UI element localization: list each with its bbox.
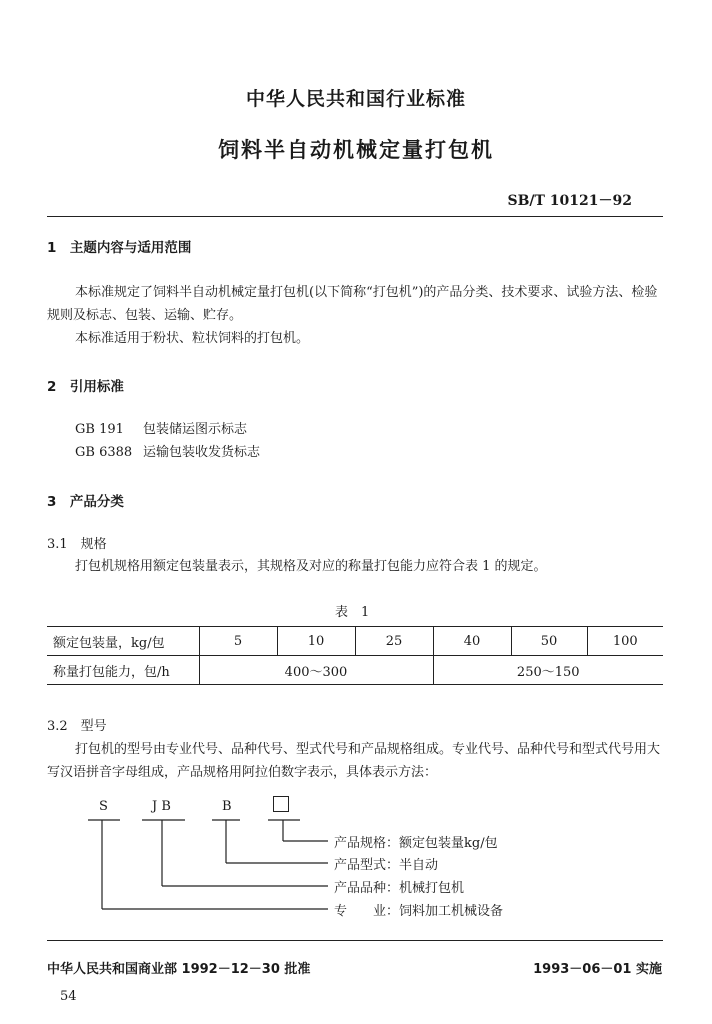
model-legend-type: 产品型式：半自动 <box>334 858 439 873</box>
table-row-label: 额定包装量，kg/包 <box>47 627 199 656</box>
section-1-heading: 1 主题内容与适用范围 <box>47 240 192 256</box>
reference-code-1: GB 191 <box>75 422 124 437</box>
model-letter-b: B <box>222 799 232 814</box>
section-1-paragraph-1: 本标准规定了饲料半自动机械定量打包机(以下简称“打包机”)的产品分类、技术要求、试验方法、检验规则及标志、包装、运输、贮存。 <box>47 285 658 323</box>
table-cell: 25 <box>355 627 433 656</box>
effective-date: 1993－06－01 实施 <box>533 962 662 977</box>
model-letter-s: S <box>99 799 108 814</box>
model-legend-spec: 产品规格：额定包装量kg/包 <box>334 836 498 851</box>
standard-category-title: 中华人民共和国行业标准 <box>245 88 466 110</box>
section-2-heading: 2 引用标准 <box>47 379 124 395</box>
table-cell: 100 <box>587 627 663 656</box>
reference-code-2: GB 6388 <box>75 445 133 460</box>
model-legend-variety: 产品品种：机械打包机 <box>334 881 465 896</box>
section-3-heading: 3 产品分类 <box>47 494 124 510</box>
table-cell: 50 <box>511 627 587 656</box>
table-row-label: 称量打包能力，包/h <box>47 656 199 685</box>
page-number: 54 <box>60 989 77 1004</box>
standard-code: SB/T 10121－92 <box>507 193 632 209</box>
approval-statement: 中华人民共和国商业部 1992－12－30 批准 <box>47 962 311 977</box>
section-1-paragraph-2: 本标准适用于粉状、粒状饲料的打包机。 <box>75 331 310 346</box>
subsection-3-2-heading: 3.2 型号 <box>47 719 107 734</box>
subsection-3-1-text: 打包机规格用额定包装量表示，其规格及对应的称量打包能力应符合表 1 的规定。 <box>75 559 547 574</box>
subsection-3-1-heading: 3.1 规格 <box>47 537 107 552</box>
table-cell: 5 <box>199 627 277 656</box>
subsection-3-2-text: 打包机的型号由专业代号、品种代号、型式代号和产品规格组成。专业代号、品种代号和型式代号用大写汉语拼音字母组成，产品规格用阿拉伯数字表示，具体表示方法： <box>47 742 661 780</box>
model-legend-profession: 专 业：饲料加工机械设备 <box>334 904 504 919</box>
table-cell: 400～300 <box>199 656 433 685</box>
reference-title-1: 包装储运图示标志 <box>143 422 248 437</box>
table-caption: 表 1 <box>335 605 370 620</box>
table-cell: 40 <box>433 627 511 656</box>
reference-title-2: 运输包装收发货标志 <box>143 445 261 460</box>
model-letter-jb: J B <box>152 799 171 814</box>
table-cell: 250～150 <box>433 656 663 685</box>
footer-rule <box>47 940 663 941</box>
table-cell: 10 <box>277 627 355 656</box>
document-title: 饲料半自动机械定量打包机 <box>218 138 494 162</box>
